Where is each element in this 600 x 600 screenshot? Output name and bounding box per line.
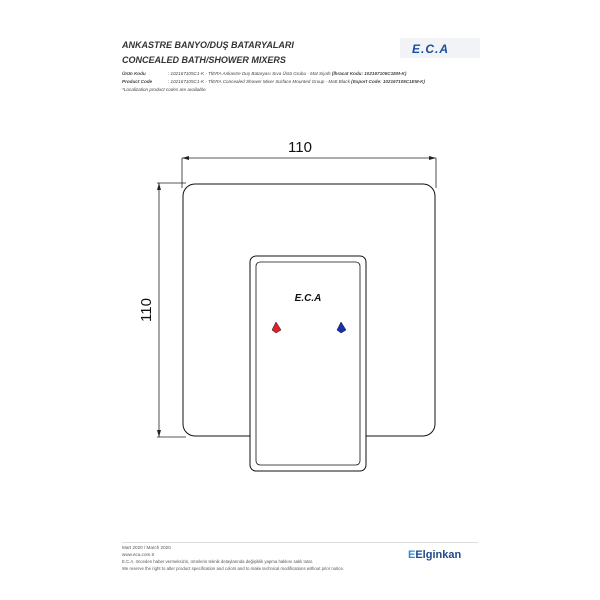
footer-notice-en: We reserve the right to alter product specification and colors and to make technical modifications without prior notice.: [122, 566, 345, 571]
title-english: CONCEALED BATH/SHOWER MIXERS: [122, 55, 286, 65]
export-code: (Export Code: 102167105C1EM-K): [351, 79, 425, 84]
eca-logo-text: E.C.A: [412, 42, 450, 56]
mixer-handle: [250, 256, 366, 471]
handle-logo: E.C.A: [294, 293, 322, 304]
elginkan-name: Elginkan: [415, 549, 462, 561]
width-dimension: [182, 139, 436, 188]
title-turkish: ANKASTRE BANYO/DUŞ BATARYALARI: [122, 40, 294, 50]
localization-note: *Localization product codes are available.: [122, 87, 207, 92]
footer-notice-tr: E.C.A. önceden haber vermeksizin, ürünlerin teknik detaylarında değişiklik yapma hakkını saklı tutar.: [122, 559, 314, 564]
ihracat-kodu: (İhracat Kodu: 102167105C1EM-K): [331, 71, 407, 76]
height-dimension: [138, 183, 186, 437]
elginkan-mark-icon: E: [408, 549, 416, 561]
urun-kodu-value: : 102167105C1-K - TİERA Ankastre Duş Bataryası Sıva Üstü Grubu - Mat Siyah: [168, 71, 331, 76]
product-code-label: Product Code: [122, 79, 153, 84]
width-dim-label: 110: [288, 139, 312, 156]
footer-website: www.eca.com.tr: [122, 552, 155, 557]
footer-date: Mart 2020 / March 2020: [122, 545, 171, 550]
product-code-value: : 102167105C1-K - TİERA Concealed Shower Mixer Surface Mounted Group - Matt Black: [168, 79, 350, 84]
height-dim-label: 110: [138, 298, 155, 322]
urun-kodu-label: Ürün Kodu: [122, 71, 146, 76]
elginkan-logo: [408, 549, 461, 561]
footer-divider: [122, 542, 478, 543]
